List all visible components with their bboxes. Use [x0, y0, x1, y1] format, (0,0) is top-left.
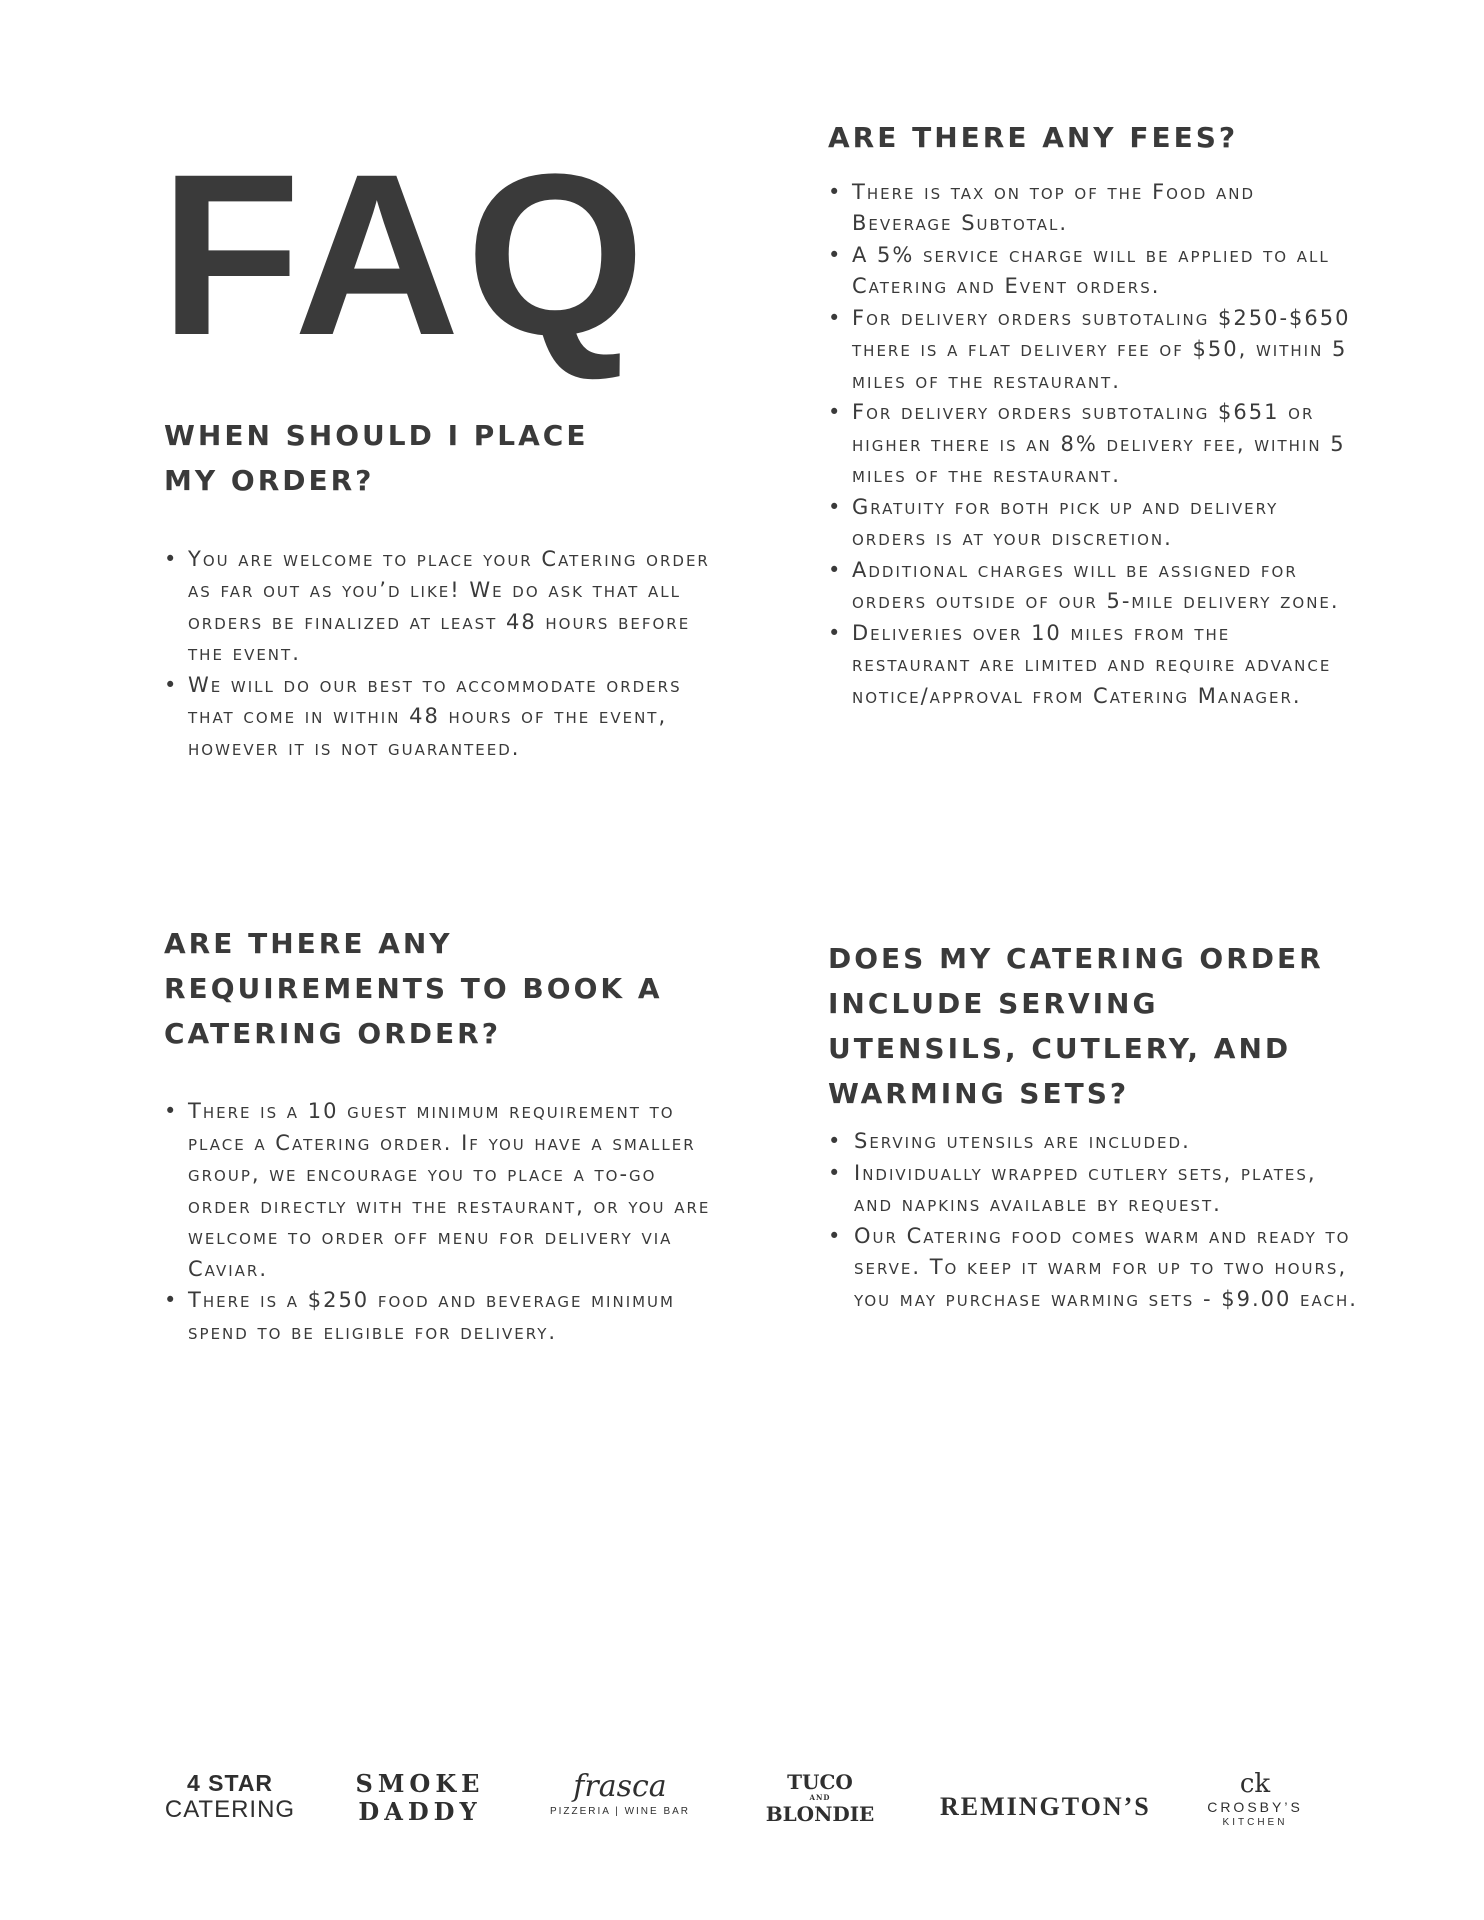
list-item: • Serving utensils are included. — [828, 1126, 1358, 1158]
page-title: FAQ — [160, 126, 651, 383]
bullet-icon: • — [164, 546, 179, 571]
bullet-icon: • — [828, 242, 843, 267]
bullet-icon: • — [828, 179, 843, 204]
bullet-icon: • — [164, 672, 179, 697]
list-item: • For delivery orders subtotaling $651 or higher there is an 8% delivery fee, within 5 miles of the restaurant. — [828, 397, 1358, 492]
faq-section-requirements — [164, 922, 724, 1348]
list-item: • There is a $250 food and beverage minimum spend to be eligible for delivery. — [164, 1285, 724, 1348]
bullet-icon: • — [828, 494, 843, 519]
bullet-icon: • — [828, 1160, 843, 1185]
faq-section-fees — [828, 116, 1358, 712]
section-heading: ARE THERE ANY REQUIREMENTS TO BOOK A CATERING ORDER? — [164, 927, 663, 1050]
faq-section-when-to-order — [164, 414, 724, 764]
bullet-icon: • — [828, 305, 843, 330]
list-item: • A 5% service charge will be applied to all Catering and Event orders. — [828, 240, 1358, 303]
list-item: • Gratuity for both pick up and delivery orders is at your discretion. — [828, 492, 1358, 555]
list-item: • There is a 10 guest minimum requirement to place a Catering order. If you have a smaller group, we encourage you to place a to-go order directly with the restaurant, or you are welcome to order off menu for delivery via Caviar. — [164, 1096, 724, 1285]
list-item: • You are welcome to place your Catering order as far out as you’d like! We do ask that all orders be finalized at least 48 hours before the event. — [164, 544, 724, 670]
faq-section-utensils — [828, 936, 1358, 1315]
list-item: • Additional charges will be assigned for orders outside of our 5-mile delivery zone. — [828, 555, 1358, 618]
list-item: • There is tax on top of the Food and Beverage Subtotal. — [828, 177, 1358, 240]
remingtons-logo: REMINGTON’S — [940, 1792, 1151, 1821]
list-item: • We will do our best to accommodate orders that come in within 48 hours of the event, however it is not guaranteed. — [164, 670, 724, 765]
bullet-list — [828, 1126, 1358, 1315]
crosbys-kitchen-logo: ck CROSBY’S KITCHEN — [1207, 1769, 1303, 1828]
four-star-catering-logo: 4 STAR CATERING — [164, 1770, 296, 1823]
bullet-icon: • — [828, 1129, 843, 1153]
tuco-and-blondie-logo: TUCO AND BLONDIE — [765, 1770, 875, 1826]
bullet-icon: • — [164, 1099, 179, 1124]
brand-logo-row — [150, 1770, 1350, 1860]
bullet-icon: • — [828, 400, 843, 425]
bullet-icon: • — [164, 1288, 179, 1313]
bullet-list — [828, 177, 1358, 713]
bullet-list — [164, 1096, 724, 1348]
section-heading: WHEN SHOULD I PLACE MY ORDER? — [164, 419, 589, 497]
list-item: • Our Catering food comes warm and ready to serve. To keep it warm for up to two hours, you may purchase warming sets - $9.00 each. — [828, 1221, 1358, 1316]
section-heading: DOES MY CATERING ORDER INCLUDE SERVING UTENSILS, CUTLERY, AND WARMING SETS? — [828, 942, 1324, 1110]
frasca-logo: frasca PIZZERIA | WINE BAR — [549, 1769, 691, 1817]
bullet-icon: • — [828, 557, 843, 582]
bullet-list — [164, 544, 724, 765]
bullet-icon: • — [828, 1223, 843, 1248]
bullet-icon: • — [828, 620, 843, 645]
list-item: • Individually wrapped cutlery sets, plates, and napkins available by request. — [828, 1158, 1358, 1221]
list-item: • For delivery orders subtotaling $250-$650 there is a flat delivery fee of $50, within 5 miles of the restaurant. — [828, 303, 1358, 398]
list-item: • Deliveries over 10 miles from the restaurant are limited and require advance notice/approval from Catering Manager. — [828, 618, 1358, 713]
smoke-daddy-logo: SMOKE DADDY — [355, 1769, 485, 1826]
section-heading: ARE THERE ANY FEES? — [828, 121, 1239, 154]
